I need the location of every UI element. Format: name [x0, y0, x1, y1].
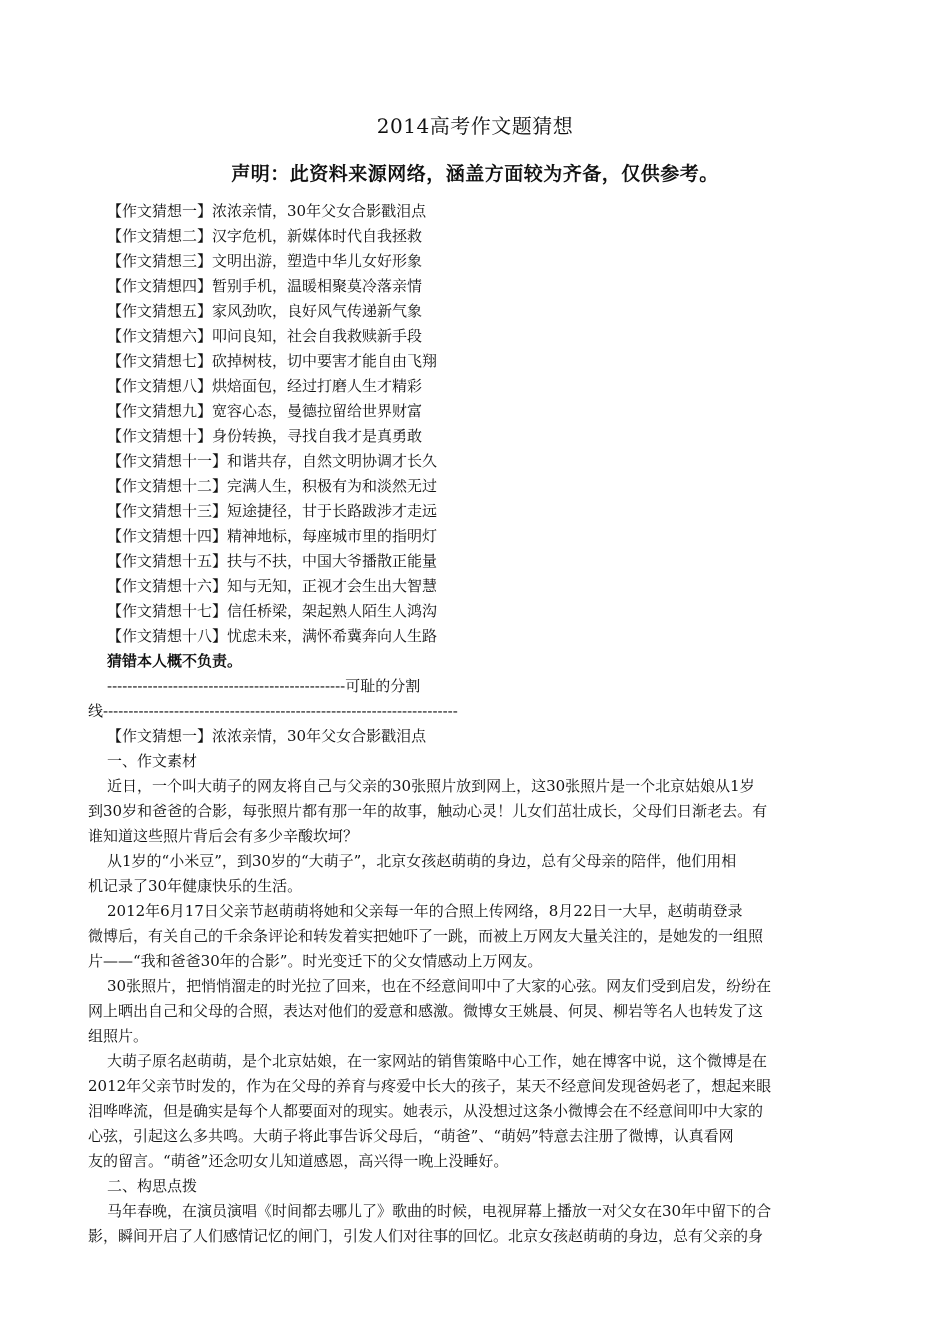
toc-item: 【作文猜想十二】完满人生，积极有为和淡然无过: [107, 477, 438, 495]
toc-item: 【作文猜想十四】精神地标，每座城市里的指明灯: [107, 527, 438, 545]
toc-item: 【作文猜想七】砍掉树枝，切中要害才能自由飞翔: [107, 352, 438, 370]
toc-item: 【作文猜想十三】短途捷径，甘于长路跋涉才走远: [107, 502, 438, 520]
paragraph-line: 机记录了30年健康快乐的生活。: [88, 877, 303, 895]
paragraph-line: 组照片。: [88, 1027, 149, 1045]
toc-item: 【作文猜想一】浓浓亲情，30年父女合影戳泪点: [107, 202, 427, 220]
toc-item: 【作文猜想四】暂别手机，温暖相聚莫冷落亲情: [107, 277, 423, 295]
toc-item: 【作文猜想十六】知与无知，正视才会生出大智慧: [107, 577, 438, 595]
document-subtitle: 声明：此资料来源网络，涵盖方面较为齐备，仅供参考。: [231, 163, 719, 185]
paragraph-line: 2012年6月17日父亲节赵萌萌将她和父亲每一年的合照上传网络，8月22日一大早，赵萌萌登录: [107, 902, 743, 920]
paragraph-line: 友的留言。“萌爸”还念叨女儿知道感恩，高兴得一晚上没睡好。: [88, 1152, 509, 1170]
toc-item: 【作文猜想十八】忧虑未来，满怀希冀奔向人生路: [107, 627, 438, 645]
paragraph-line: 谁知道这些照片背后会有多少辛酸坎坷？: [88, 827, 359, 845]
toc-list: [107, 199, 867, 674]
toc-item: 【作文猜想十一】和谐共存，自然文明协调才长久: [107, 452, 438, 470]
paragraph-line: 从1岁的“小米豆”，到30岁的“大萌子”，北京女孩赵萌萌的身边，总有父母亲的陪伴，他们用相: [107, 852, 737, 870]
toc-item: 【作文猜想八】烘焙面包，经过打磨人生才精彩: [107, 377, 423, 395]
toc-item: 【作文猜想十】身份转换，寻找自我才是真勇敢: [107, 427, 423, 445]
toc-item: 【作文猜想六】叩问良知，社会自我救赎新手段: [107, 327, 423, 345]
paragraph-line: 大萌子原名赵萌萌，是个北京姑娘，在一家网站的销售策略中心工作，她在博客中说，这个微博是在: [107, 1052, 768, 1070]
idea-heading: 二、构思点拨: [107, 1177, 198, 1195]
toc-item: 【作文猜想九】宽容心态，曼德拉留给世界财富: [107, 402, 423, 420]
section-heading: 【作文猜想一】浓浓亲情，30年父女合影戳泪点: [107, 727, 427, 745]
separator-line: 线----------------------------------------------------------------------: [88, 702, 458, 720]
paragraph-line: 心弦，引起这么多共鸣。大萌子将此事告诉父母后，“萌爸”、“萌妈”特意去注册了微博，认真看网: [88, 1127, 734, 1145]
article-body: [88, 674, 860, 1249]
toc-item: 【作文猜想十七】信任桥梁，架起熟人陌生人鸿沟: [107, 602, 438, 620]
paragraph-line: 2012年父亲节时发的，作为在父母的养育与疼爱中长大的孩子，某天不经意间发现爸妈老了，想起来眼: [88, 1077, 772, 1095]
paragraph-line: 马年春晚，在演员演唱《时间都去哪儿了》歌曲的时候，电视屏幕上播放一对父女在30年中留下的合: [107, 1202, 772, 1220]
toc-item: 【作文猜想二】汉字危机，新媒体时代自我拯救: [107, 227, 423, 245]
paragraph-line: 30张照片，把悄悄溜走的时光拉了回来，也在不经意间叩中了大家的心弦。网友们受到启发，纷纷在: [107, 977, 772, 995]
paragraph-line: 到30岁和爸爸的合影，每张照片都有那一年的故事，触动心灵！儿女们茁壮成长，父母们日渐老去。有: [88, 802, 768, 820]
paragraph-line: 泪哗哗流，但是确实是每个人都要面对的现实。她表示，从没想过这条小微博会在不经意间叩中大家的: [88, 1102, 764, 1120]
paragraph-line: 影，瞬间开启了人们感情记忆的闸门，引发人们对往事的回忆。北京女孩赵萌萌的身边，总有父亲的身: [88, 1227, 764, 1245]
material-heading: 一、作文素材: [107, 752, 198, 770]
toc-item: 【作文猜想五】家风劲吹，良好风气传递新气象: [107, 302, 423, 320]
toc-item: 【作文猜想十五】扶与不扶，中国大爷播散正能量: [107, 552, 438, 570]
paragraph-line: 网上晒出自己和父母的合照，表达对他们的爱意和感激。微博女王姚晨、何炅、柳岩等名人也转发了这: [88, 1002, 764, 1020]
paragraph-line: 近日，一个叫大萌子的网友将自己与父亲的30张照片放到网上，这30张照片是一个北京姑娘从1岁: [107, 777, 755, 795]
paragraph-line: 微博后，有关自己的千余条评论和转发着实把她吓了一跳，而被上万网友大量关注的，是她发的一组照: [88, 927, 764, 945]
paragraph-line: 片——“我和爸爸30年的合影”。时光变迁下的父女情感动上万网友。: [88, 952, 543, 970]
document-title: 2014高考作文题猜想: [376, 114, 574, 138]
separator-line: -----------------------------------------------可耻的分割: [107, 677, 421, 695]
disclaimer: 猜错本人概不负责。: [107, 652, 243, 670]
toc-item: 【作文猜想三】文明出游，塑造中华儿女好形象: [107, 252, 423, 270]
